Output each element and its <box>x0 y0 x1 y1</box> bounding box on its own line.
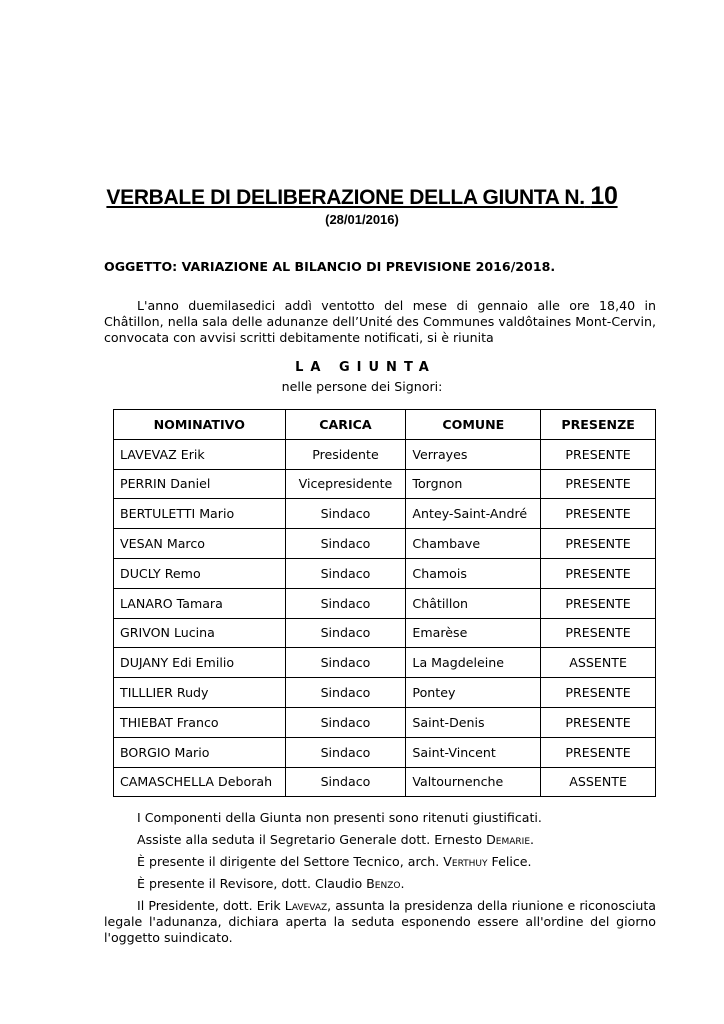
secretary-note <box>104 832 656 848</box>
cell-presenza: PRESENTE <box>541 529 656 559</box>
cell-comune: Saint-Vincent <box>406 737 541 767</box>
director-suffix: Felice. <box>487 854 532 869</box>
table-row <box>114 469 656 499</box>
cell-nome: DUJANY Edi Emilio <box>114 648 286 678</box>
table-row <box>114 439 656 469</box>
cell-nome: LAVEVAZ Erik <box>114 439 286 469</box>
cell-presenza: PRESENTE <box>541 618 656 648</box>
cell-comune: Valtournenche <box>406 767 541 797</box>
cell-presenza: PRESENTE <box>541 588 656 618</box>
cell-carica: Sindaco <box>285 588 406 618</box>
intro-paragraph: L'anno duemilasedici addì ventotto del mese di gennaio alle ore 18,40 in Châtillon, nella sala delle adunanze dell’Unité des Communes valdôtaines Mont-Cervin, convocata con avvisi scritti debitamente notificati, si è riunita <box>104 298 656 345</box>
cell-carica: Sindaco <box>285 648 406 678</box>
cell-carica: Sindaco <box>285 737 406 767</box>
cell-presenza: PRESENTE <box>541 558 656 588</box>
secretary-surname: Demarie <box>486 832 531 847</box>
cell-comune: La Magdeleine <box>406 648 541 678</box>
secretary-prefix: Assiste alla seduta il Segretario Generale dott. Ernesto <box>137 832 487 847</box>
secretary-suffix: . <box>530 832 535 847</box>
cell-presenza: PRESENTE <box>541 737 656 767</box>
table-row <box>114 648 656 678</box>
cell-carica: Presidente <box>285 439 406 469</box>
header-nominativo: NOMINATIVO <box>114 410 286 440</box>
president-prefix: Il Presidente, dott. Erik <box>137 898 285 913</box>
table-row <box>114 737 656 767</box>
absence-note: I Componenti della Giunta non presenti sono ritenuti giustificati. <box>137 810 542 825</box>
cell-presenza: ASSENTE <box>541 767 656 797</box>
cell-presenza: PRESENTE <box>541 499 656 529</box>
auditor-prefix: È presente il Revisore, dott. Claudio <box>137 876 367 891</box>
technical-director-note <box>104 854 656 870</box>
cell-presenza: PRESENTE <box>541 678 656 708</box>
cell-comune: Châtillon <box>406 588 541 618</box>
cell-nome: VESAN Marco <box>114 529 286 559</box>
cell-nome: LANARO Tamara <box>114 588 286 618</box>
title-text: VERBALE DI DELIBERAZIONE DELLA GIUNTA N. <box>106 186 585 209</box>
auditor-suffix: . <box>400 876 405 891</box>
table-row <box>114 499 656 529</box>
cell-nome: BORGIO Mario <box>114 737 286 767</box>
cell-comune: Chambave <box>406 529 541 559</box>
cell-nome: CAMASCHELLA Deborah <box>114 767 286 797</box>
table-row <box>114 678 656 708</box>
cell-comune: Torgnon <box>406 469 541 499</box>
table-row <box>114 529 656 559</box>
members-table <box>113 409 656 797</box>
table-row <box>114 767 656 797</box>
president-paragraph <box>104 898 656 946</box>
president-suffix: , assunta la presidenza della riunione e riconosciuta legale l'adunanza, dichiara aperta la seduta esponendo essere all'ordine del giorno l'oggetto suindicato. <box>104 898 656 945</box>
table-row <box>114 618 656 648</box>
president-surname: Lavevaz <box>284 898 328 913</box>
cell-nome: BERTULETTI Mario <box>114 499 286 529</box>
cell-comune: Antey-Saint-André <box>406 499 541 529</box>
cell-carica: Sindaco <box>285 707 406 737</box>
cell-presenza: ASSENTE <box>541 648 656 678</box>
cell-nome: PERRIN Daniel <box>114 469 286 499</box>
table-row <box>114 588 656 618</box>
cell-comune: Chamois <box>406 558 541 588</box>
cell-presenza: PRESENTE <box>541 439 656 469</box>
cell-carica: Sindaco <box>285 499 406 529</box>
auditor-note <box>104 876 656 892</box>
director-prefix: È presente il dirigente del Settore Tecnico, arch. <box>137 854 444 869</box>
table-header-row <box>114 410 656 440</box>
table-row <box>114 707 656 737</box>
cell-carica: Sindaco <box>285 678 406 708</box>
subject-line: OGGETTO: VARIAZIONE AL BILANCIO DI PREVISIONE 2016/2018. <box>104 259 556 274</box>
cell-carica: Sindaco <box>285 767 406 797</box>
cell-nome: DUCLY Remo <box>114 558 286 588</box>
cell-comune: Pontey <box>406 678 541 708</box>
cell-carica: Vicepresidente <box>285 469 406 499</box>
cell-nome: GRIVON Lucina <box>114 618 286 648</box>
cell-carica: Sindaco <box>285 618 406 648</box>
cell-comune: Verrayes <box>406 439 541 469</box>
cell-nome: THIEBAT Franco <box>114 707 286 737</box>
cell-carica: Sindaco <box>285 558 406 588</box>
header-comune: COMUNE <box>406 410 541 440</box>
header-presenze: PRESENZE <box>541 410 656 440</box>
cell-presenza: PRESENTE <box>541 469 656 499</box>
table-row <box>114 558 656 588</box>
header-carica: CARICA <box>285 410 406 440</box>
document-title <box>0 182 724 211</box>
giunta-heading: LA GIUNTA <box>295 360 436 375</box>
director-surname: Verthuy <box>443 854 488 869</box>
auditor-surname: Benzo <box>366 876 401 891</box>
cell-comune: Emarèse <box>406 618 541 648</box>
document-date: (28/01/2016) <box>325 212 399 227</box>
cell-nome: TILLLIER Rudy <box>114 678 286 708</box>
cell-comune: Saint-Denis <box>406 707 541 737</box>
deliberation-number: 10 <box>590 182 618 210</box>
cell-presenza: PRESENTE <box>541 707 656 737</box>
cell-carica: Sindaco <box>285 529 406 559</box>
giunta-subheading: nelle persone dei Signori: <box>281 379 443 394</box>
